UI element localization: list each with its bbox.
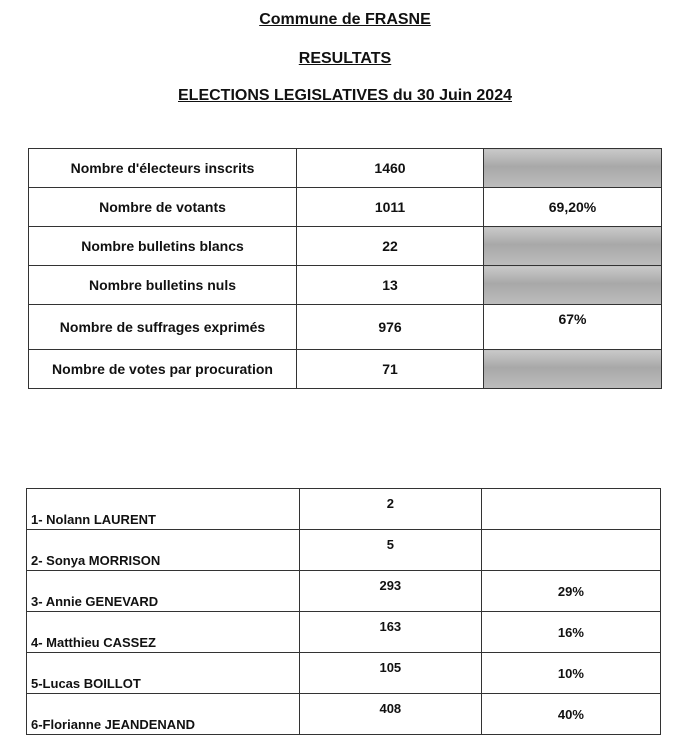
election-title: ELECTIONS LEGISLATIVES du 30 Juin 2024 <box>178 87 512 104</box>
stat-label: Nombre d'électeurs inscrits <box>29 149 297 188</box>
candidate-name: 5-Lucas BOILLOT <box>27 653 300 694</box>
stat-value: 1460 <box>297 149 484 188</box>
stat-percent <box>484 266 662 305</box>
stat-percent <box>484 149 662 188</box>
commune-title: Commune de FRASNE <box>259 11 431 28</box>
candidate-votes: 5 <box>299 530 481 571</box>
candidate-votes: 408 <box>299 694 481 735</box>
candidate-votes: 105 <box>299 653 481 694</box>
stat-percent: 69,20% <box>484 188 662 227</box>
stat-label: Nombre de suffrages exprimés <box>29 305 297 350</box>
stat-percent <box>484 350 662 389</box>
table-row <box>29 305 662 350</box>
turnout-table <box>28 148 662 389</box>
stat-percent <box>484 227 662 266</box>
table-row <box>27 653 661 694</box>
candidate-name: 4- Matthieu CASSEZ <box>27 612 300 653</box>
stat-value: 22 <box>297 227 484 266</box>
table-row <box>27 694 661 735</box>
candidate-percent: 16% <box>481 612 660 653</box>
results-title: RESULTATS <box>298 50 392 67</box>
candidate-name: 1- Nolann LAURENT <box>27 489 300 530</box>
table-row <box>29 149 662 188</box>
table-row <box>29 350 662 389</box>
stat-percent: 67% <box>484 305 662 350</box>
table-row <box>29 266 662 305</box>
stat-label: Nombre de votes par procuration <box>29 350 297 389</box>
stat-label: Nombre bulletins blancs <box>29 227 297 266</box>
candidate-percent <box>481 489 660 530</box>
candidate-votes: 2 <box>299 489 481 530</box>
table-row <box>27 489 661 530</box>
stat-label: Nombre bulletins nuls <box>29 266 297 305</box>
candidate-votes: 163 <box>299 612 481 653</box>
stat-value: 71 <box>297 350 484 389</box>
candidate-percent: 10% <box>481 653 660 694</box>
table-row <box>29 227 662 266</box>
candidate-percent <box>481 530 660 571</box>
table-row <box>27 571 661 612</box>
stat-value: 976 <box>297 305 484 350</box>
candidate-percent: 40% <box>481 694 660 735</box>
candidate-percent: 29% <box>481 571 660 612</box>
table-row <box>27 530 661 571</box>
candidate-name: 2- Sonya MORRISON <box>27 530 300 571</box>
candidate-name: 6-Florianne JEANDENAND <box>27 694 300 735</box>
candidate-name: 3- Annie GENEVARD <box>27 571 300 612</box>
stat-value: 1011 <box>297 188 484 227</box>
candidates-table <box>26 488 661 735</box>
candidate-votes: 293 <box>299 571 481 612</box>
table-row <box>29 188 662 227</box>
stat-label: Nombre de votants <box>29 188 297 227</box>
stat-value: 13 <box>297 266 484 305</box>
table-row <box>27 612 661 653</box>
